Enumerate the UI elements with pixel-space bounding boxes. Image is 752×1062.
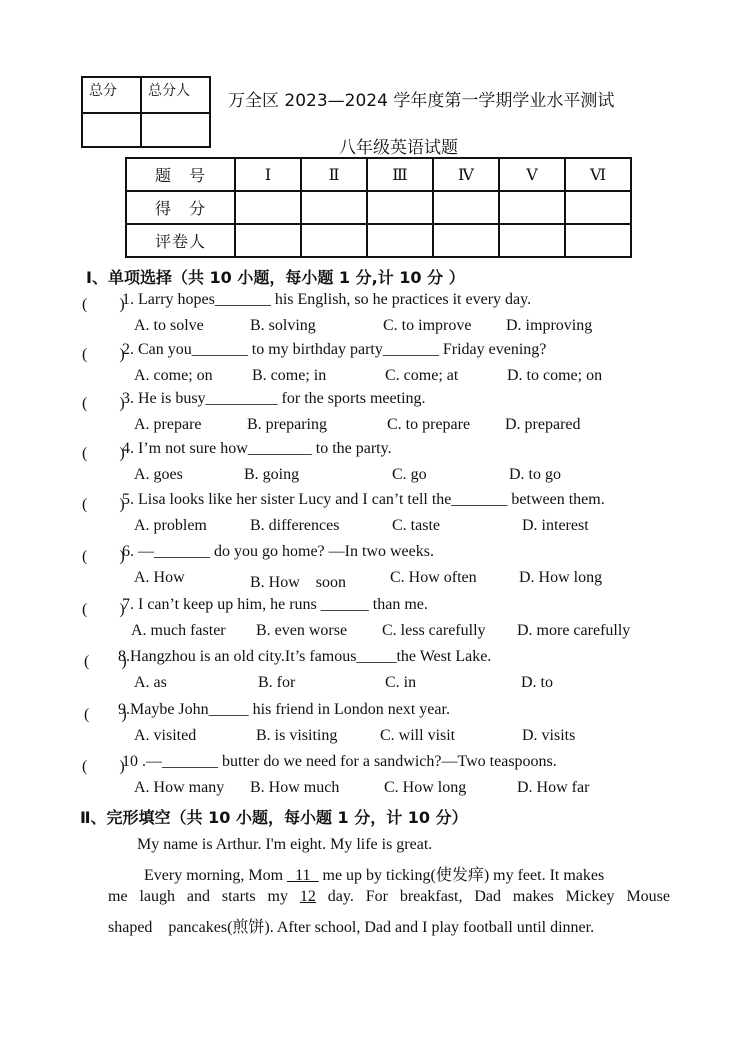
option-a: A. prepare bbox=[134, 416, 202, 433]
scorer-label: 总分人 bbox=[141, 77, 210, 113]
option-b: B. come; in bbox=[252, 367, 327, 384]
answer-bracket: ( ) bbox=[82, 496, 125, 513]
score-row-grader bbox=[126, 224, 631, 257]
section2-title: Ⅱ、完形填空（共 10 小题，每小题 1 分，计 10 分） bbox=[80, 808, 468, 827]
grader-cell bbox=[301, 224, 367, 257]
option-d: D. prepared bbox=[505, 416, 581, 433]
answer-bracket: ( ) bbox=[82, 758, 125, 775]
option-c: C. to prepare bbox=[387, 416, 471, 433]
option-b: B. preparing bbox=[247, 416, 327, 433]
exam-subtitle: 八年级英语试题 bbox=[339, 138, 458, 158]
total-score-cell bbox=[82, 113, 141, 147]
row-label: 得 分 bbox=[126, 191, 235, 224]
section-number-cell: Ⅲ bbox=[367, 158, 433, 191]
answer-bracket: ( ) bbox=[84, 706, 127, 723]
question-text: 1. Larry hopes_______ his English, so he practices it every day. bbox=[122, 291, 532, 308]
grader-cell bbox=[565, 224, 631, 257]
option-b: B. How much bbox=[250, 779, 340, 796]
grader-cell bbox=[433, 224, 499, 257]
score-row-score bbox=[126, 191, 631, 224]
grader-cell bbox=[367, 224, 433, 257]
option-b: B. How soon bbox=[250, 574, 347, 591]
passage-text: Every morning, Mom bbox=[144, 867, 288, 884]
section-number-cell: Ⅵ bbox=[565, 158, 631, 191]
option-a: A. visited bbox=[134, 727, 197, 744]
answer-bracket: ( ) bbox=[82, 346, 125, 363]
question-text: 4. I’m not sure how________ to the party. bbox=[122, 440, 392, 457]
option-a: A. as bbox=[134, 674, 167, 691]
answer-bracket: ( ) bbox=[82, 395, 125, 412]
question-text: 2. Can you_______ to my birthday party_______ Friday evening? bbox=[122, 341, 547, 358]
option-c: C. go bbox=[392, 466, 427, 483]
option-d: D. to bbox=[521, 674, 553, 691]
question-text: 5. Lisa looks like her sister Lucy and I can’t tell the_______ between them. bbox=[122, 491, 605, 508]
option-b: B. for bbox=[258, 674, 296, 691]
row-label: 题 号 bbox=[126, 158, 235, 191]
option-a: A. How bbox=[134, 569, 185, 586]
option-d: D. How long bbox=[519, 569, 603, 586]
option-c: C. in bbox=[385, 674, 417, 691]
option-b: B. differences bbox=[250, 517, 340, 534]
option-d: D. How far bbox=[517, 779, 590, 796]
option-d: D. to go bbox=[509, 466, 561, 483]
row-label: 评卷人 bbox=[126, 224, 235, 257]
passage-text: day. For breakfast, Dad makes Mickey Mouse bbox=[315, 888, 670, 905]
option-b: B. is visiting bbox=[256, 727, 338, 744]
option-c: C. to improve bbox=[383, 317, 472, 334]
option-c: C. How long bbox=[384, 779, 467, 796]
question-text: 9.Maybe John_____ his friend in London next year. bbox=[118, 701, 450, 718]
total-score-box bbox=[81, 76, 211, 148]
score-row-number bbox=[126, 158, 631, 191]
score-cell bbox=[433, 191, 499, 224]
passage-line-3 bbox=[108, 888, 670, 906]
score-cell bbox=[565, 191, 631, 224]
answer-bracket: ( ) bbox=[82, 601, 125, 618]
option-d: D. visits bbox=[522, 727, 576, 744]
passage-text: me up by ticking(使发痒) my feet. It makes bbox=[318, 867, 605, 884]
answer-bracket: ( ) bbox=[82, 445, 125, 462]
answer-bracket: ( ) bbox=[84, 653, 127, 670]
score-cell bbox=[367, 191, 433, 224]
option-b: B. even worse bbox=[256, 622, 348, 639]
option-a: A. come; on bbox=[134, 367, 213, 384]
option-a: A. How many bbox=[134, 779, 225, 796]
scorer-cell bbox=[141, 113, 210, 147]
option-c: C. come; at bbox=[385, 367, 459, 384]
score-cell bbox=[235, 191, 301, 224]
question-text: 3. He is busy_________ for the sports meeting. bbox=[122, 390, 426, 407]
passage-line-4: shaped pancakes(煎饼). After school, Dad and I play football until dinner. bbox=[108, 919, 595, 936]
option-c: C. taste bbox=[392, 517, 440, 534]
option-c: C. will visit bbox=[380, 727, 456, 744]
option-a: A. to solve bbox=[134, 317, 204, 334]
question-text: 8.Hangzhou is an old city.It’s famous_____the West Lake. bbox=[118, 648, 492, 665]
option-a: A. much faster bbox=[131, 622, 226, 639]
section-number-cell: Ⅴ bbox=[499, 158, 565, 191]
section1-title: Ⅰ、单项选择（共 10 小题，每小题 1 分,计 10 分 ） bbox=[86, 268, 465, 287]
option-d: D. more carefully bbox=[517, 622, 631, 639]
passage-line-2 bbox=[144, 862, 670, 885]
option-c: C. less carefully bbox=[382, 622, 486, 639]
total-label: 总分 bbox=[82, 77, 141, 113]
option-b: B. solving bbox=[250, 317, 316, 334]
question-text: 10 .—_______ butter do we need for a sandwich?—Two teaspoons. bbox=[122, 753, 557, 770]
score-cell bbox=[499, 191, 565, 224]
section-number-cell: Ⅱ bbox=[301, 158, 367, 191]
score-cell bbox=[301, 191, 367, 224]
option-a: A. problem bbox=[134, 517, 207, 534]
option-d: D. interest bbox=[522, 517, 589, 534]
exam-title: 万全区 2023—2024 学年度第一学期学业水平测试 bbox=[228, 91, 615, 111]
answer-bracket: ( ) bbox=[82, 296, 125, 313]
blank-12: 12 bbox=[299, 888, 316, 905]
passage-line-1: My name is Arthur. I'm eight. My life is great. bbox=[137, 836, 433, 853]
option-c: C. How often bbox=[390, 569, 477, 586]
option-b: B. going bbox=[244, 466, 300, 483]
score-table bbox=[125, 157, 632, 258]
section-number-cell: Ⅳ bbox=[433, 158, 499, 191]
grader-cell bbox=[499, 224, 565, 257]
option-d: D. to come; on bbox=[507, 367, 603, 384]
passage-text: me laugh and starts my bbox=[108, 888, 300, 905]
question-text: 7. I can’t keep up him, he runs ______ than me. bbox=[122, 596, 428, 613]
section-number-cell: Ⅰ bbox=[235, 158, 301, 191]
question-text: 6. —_______ do you go home? —In two weeks. bbox=[122, 543, 434, 560]
answer-bracket: ( ) bbox=[82, 548, 125, 565]
option-d: D. improving bbox=[506, 317, 593, 334]
option-a: A. goes bbox=[134, 466, 183, 483]
blank-11: _11_ bbox=[287, 867, 319, 884]
grader-cell bbox=[235, 224, 301, 257]
